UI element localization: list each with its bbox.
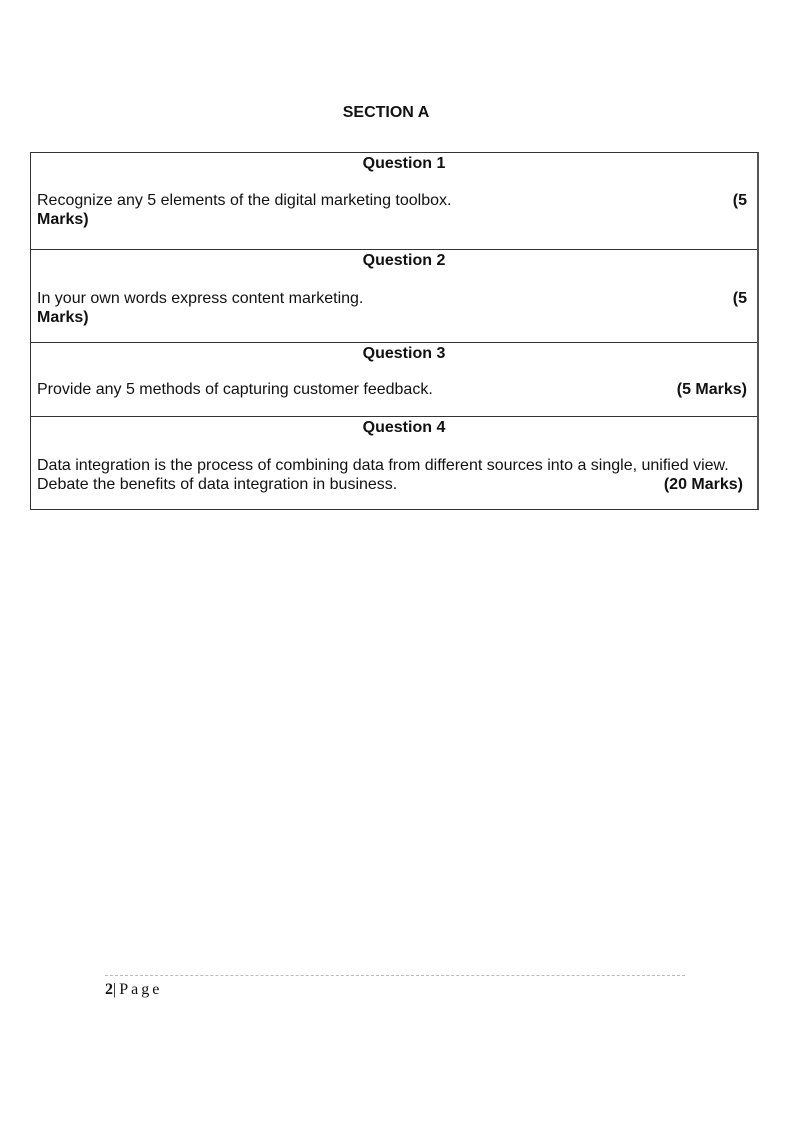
- marks-label: (5: [732, 192, 747, 209]
- questions-table: [30, 152, 759, 510]
- question-heading: Question 4: [362, 419, 446, 436]
- footer-divider: [105, 975, 685, 976]
- question-heading: Question 3: [362, 345, 446, 362]
- marks-label-cont: Marks): [37, 309, 89, 326]
- marks-label: (5: [732, 290, 747, 307]
- page-label: Page: [119, 981, 163, 998]
- marks-label: (20 Marks): [663, 476, 743, 493]
- question-text-line2: Debate the benefits of data integration in business.: [37, 476, 398, 493]
- marks-label-cont: Marks): [37, 211, 89, 228]
- question-row-1: [31, 153, 757, 249]
- page-number: 2: [105, 981, 113, 998]
- question-text: [37, 456, 747, 494]
- question-text-body: Provide any 5 methods of capturing customer feedback.: [37, 381, 433, 398]
- footer-separator: |: [113, 981, 120, 998]
- question-row-3: [31, 342, 757, 416]
- question-heading: Question 2: [362, 252, 446, 269]
- question-row-2: [31, 249, 757, 342]
- question-row-4: [31, 416, 757, 509]
- question-text-body: In your own words express content marketing.: [37, 290, 364, 307]
- question-text: [37, 289, 747, 327]
- marks-label: (5 Marks): [676, 381, 747, 398]
- question-text-line1: Data integration is the process of combining data from different sources into a single, unified view.: [37, 457, 729, 474]
- question-text: [37, 380, 747, 399]
- page-footer: [105, 981, 162, 999]
- question-heading: Question 1: [362, 155, 446, 172]
- section-title: SECTION A: [342, 104, 430, 121]
- question-text-body: Recognize any 5 elements of the digital marketing toolbox.: [37, 192, 452, 209]
- question-text: [37, 191, 747, 229]
